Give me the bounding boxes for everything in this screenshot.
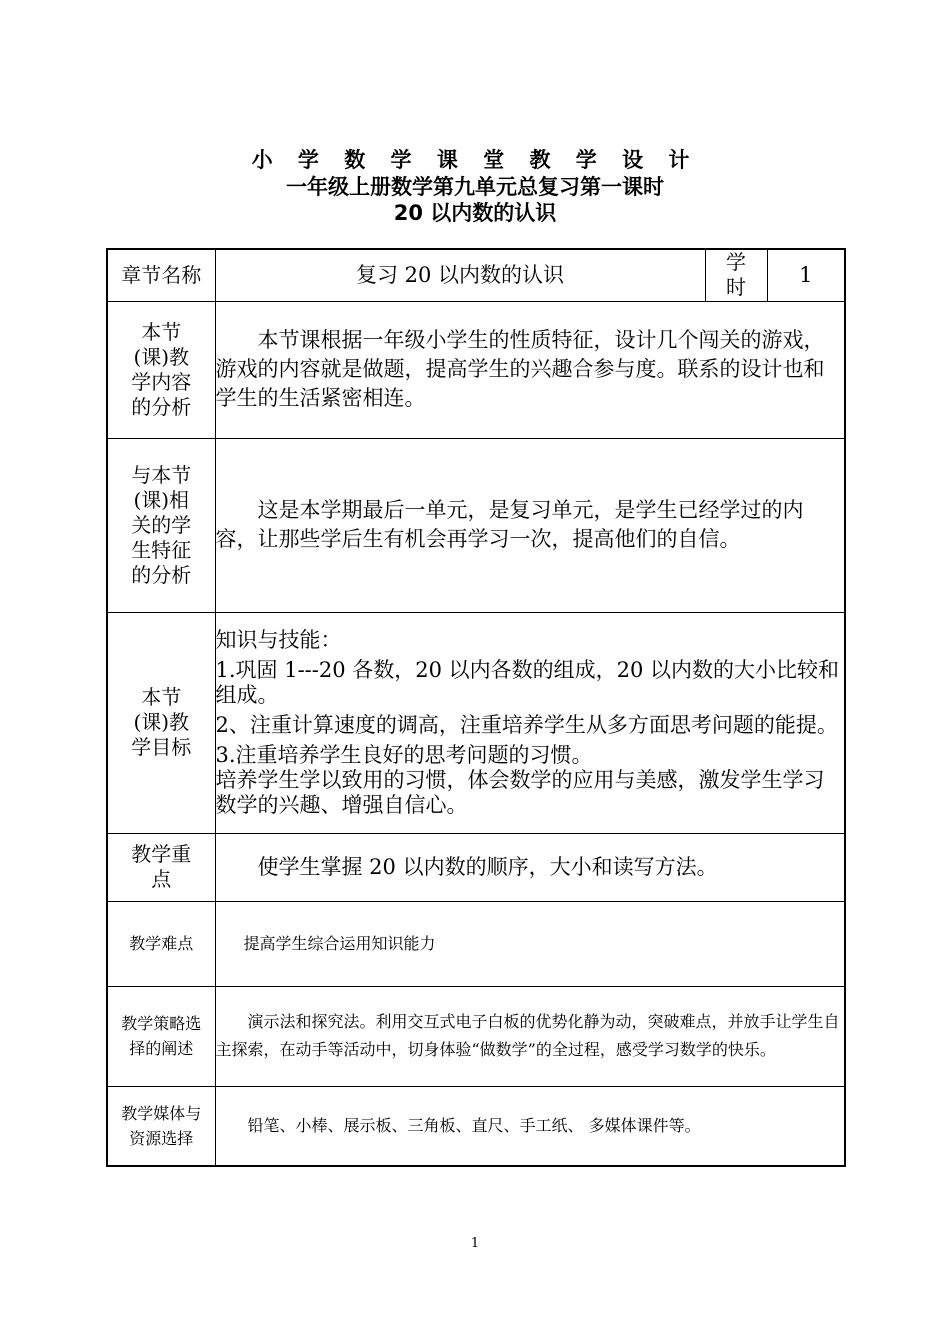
lesson-plan-table xyxy=(106,248,846,1167)
strategy-label: 教学策略选择的阐述 xyxy=(107,986,215,1086)
strategy-text: 演示法和探究法。利用交互式电子白板的优势化静为动，突破难点，并放手让学生自主探索，在动手等活动中，切身体验“做数学”的全过程，感受学习数学的快乐。 xyxy=(215,986,845,1086)
goal-line: 3.注重培养学生良好的思考问题的习惯。 xyxy=(215,742,593,767)
page-number: 1 xyxy=(470,1236,480,1251)
chapter-name-label: 章节名称 xyxy=(107,249,215,301)
row-chapter-name xyxy=(107,249,845,301)
media-label: 教学媒体与资源选择 xyxy=(107,1086,215,1166)
row-content-analysis xyxy=(107,301,845,438)
row-key-points xyxy=(107,833,845,901)
chapter-name-value: 复习 20 以内数的认识 xyxy=(215,249,705,301)
document-subtitle: 一年级上册数学第九单元总复习第一课时 xyxy=(286,175,664,199)
content-analysis-label: 本节(课)教学内容的分析 xyxy=(107,301,215,438)
row-media xyxy=(107,1086,845,1166)
goal-line: 1.巩固 1---20 各数，20 以内各数的组成，20 以内数的大小比较和组成。 xyxy=(215,657,840,707)
class-hours-value: 1 xyxy=(767,249,845,301)
media-text: 铅笔、小棒、展示板、三角板、直尺、手工纸、 多媒体课件等。 xyxy=(215,1086,845,1166)
row-strategy xyxy=(107,986,845,1086)
teaching-goals-label: 本节(课)教学目标 xyxy=(107,612,215,833)
goal-line: 知识与技能： xyxy=(215,627,342,652)
goal-line: 培养学生学以致用的习惯，体会数学的应用与美感，激发学生学习数学的兴趣、增强自信心。 xyxy=(215,767,825,817)
class-hours-label: 学时 xyxy=(705,249,767,301)
teaching-goals-content xyxy=(215,612,845,833)
document-title: 小 学 数 学 课 堂 教 学 设 计 xyxy=(251,148,699,172)
key-points-text: 使学生掌握 20 以内数的顺序，大小和读写方法。 xyxy=(215,833,845,901)
difficulties-label: 教学难点 xyxy=(107,901,215,986)
content-analysis-text: 本节课根据一年级小学生的性质特征，设计几个闯关的游戏，游戏的内容就是做题，提高学生的兴趣合参与度。联系的设计也和学生的生活紧密相连。 xyxy=(215,301,845,438)
key-points-label: 教学重点 xyxy=(107,833,215,901)
row-student-analysis xyxy=(107,438,845,612)
row-difficulties xyxy=(107,901,845,986)
goal-line: 2、注重计算速度的调高，注重培养学生从多方面思考问题的能提。 xyxy=(215,712,838,737)
document-topic: 20 以内数的认识 xyxy=(393,201,557,225)
row-teaching-goals xyxy=(107,612,845,833)
student-analysis-text: 这是本学期最后一单元，是复习单元，是学生已经学过的内容，让那些学后生有机会再学习一次，提高他们的自信。 xyxy=(215,438,845,612)
student-analysis-label: 与本节(课)相关的学生特征的分析 xyxy=(107,438,215,612)
difficulties-text: 提高学生综合运用知识能力 xyxy=(215,901,845,986)
document-header xyxy=(0,146,950,226)
